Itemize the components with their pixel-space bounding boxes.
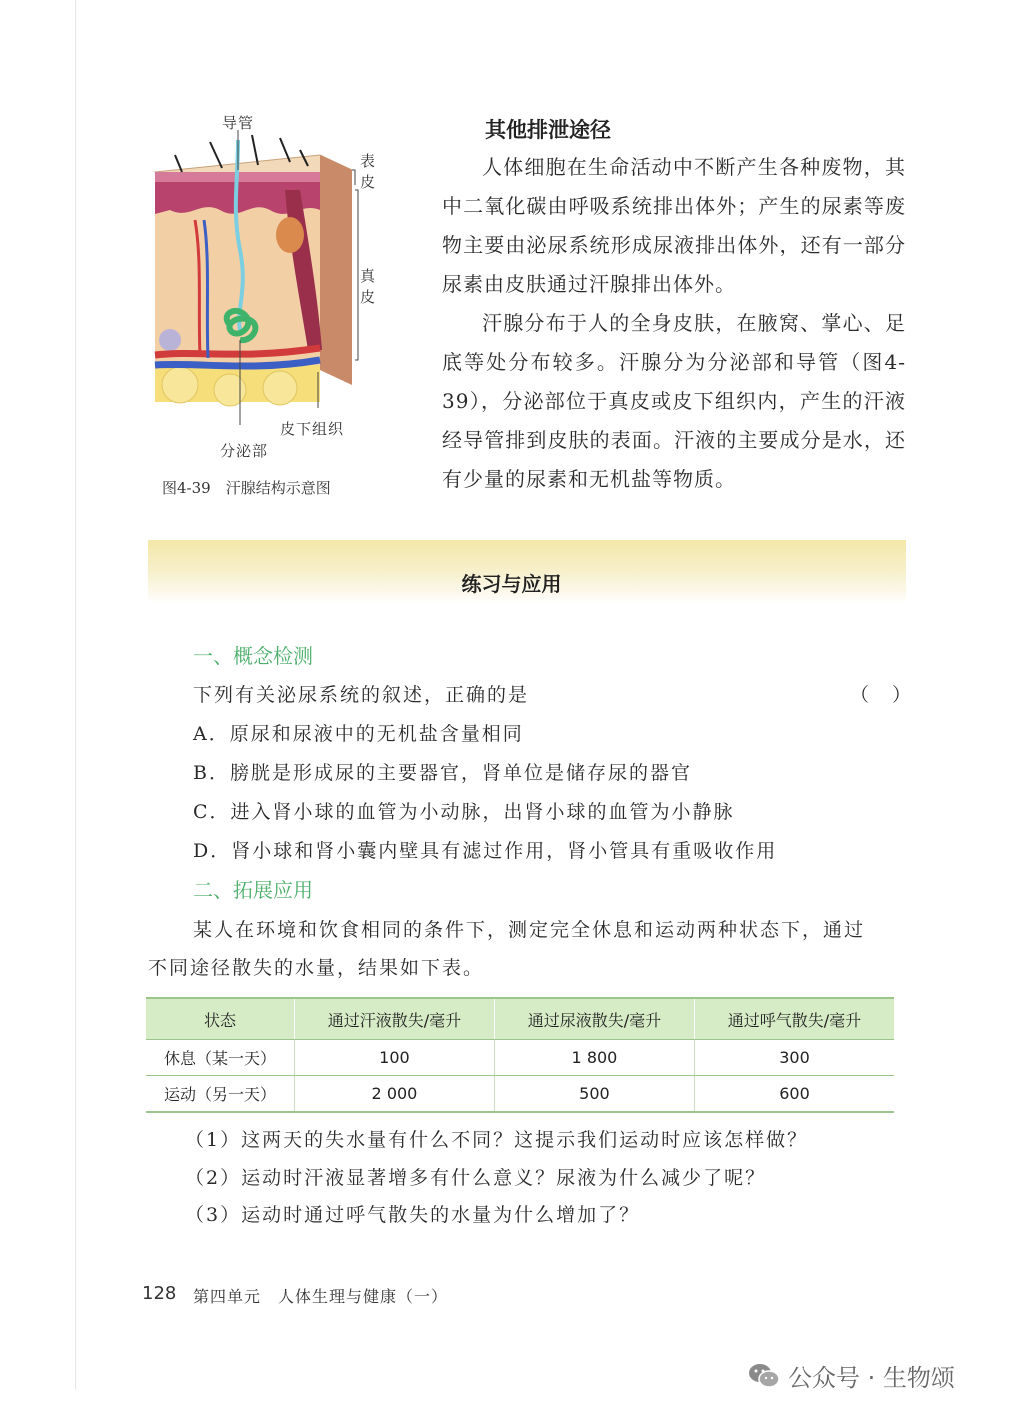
wechat-icon [748,1362,780,1390]
part2-intro-line1: 某人在环境和饮食相同的条件下，测定完全休息和运动两种状态下，通过 [193,919,866,941]
table-cell: 休息（某一天） [146,1040,294,1076]
table-header-cell: 状态 [146,998,294,1040]
sweat-gland-illustration [140,110,380,470]
part1-heading: 一、概念检测 [193,644,313,668]
option-a[interactable]: A．原尿和尿液中的无机盐含量相同 [193,723,524,745]
sweat-gland-figure [140,110,380,470]
table-cell: 300 [694,1040,894,1076]
table-cell: 1 800 [494,1040,694,1076]
table-cell: 500 [494,1076,694,1113]
table-cell: 600 [694,1076,894,1113]
section-title: 其他排泄途径 [485,118,611,142]
table-cell: 2 000 [294,1076,494,1113]
table-cell: 运动（另一天） [146,1076,294,1113]
section-paragraph: 汗腺分布于人的全身皮肤，在腋窝、掌心、足底等处分布较多。汗腺分为分泌部和导管（图4-39），分泌部位于真皮或皮下组织内，产生的汗液经导管排到皮肤的表面。汗液的主要成分是水，还有少量的尿素和无机盐等物质。 [442,311,906,491]
page-margin-line [75,0,76,1390]
section-paragraph: 人体细胞在生命活动中不断产生各种废物，其中二氧化碳由呼吸系统排出体外；产生的尿素等废物主要由泌尿系统形成尿液排出体外，还有一部分尿素由皮肤通过汗腺排出体外。 [442,155,906,296]
label-subcutaneous: 皮下组织 [280,420,345,438]
part2-heading: 二、拓展应用 [193,878,313,902]
label-secretory: 分泌部 [220,442,269,460]
table-header-cell: 通过汗液散失/毫升 [294,998,494,1040]
table-row [146,1040,894,1076]
label-epidermis: 表皮 [360,152,377,191]
table-header-cell: 通过呼气散失/毫升 [694,998,894,1040]
watermark-text: 公众号 · 生物颂 [788,1364,955,1392]
table-cell: 100 [294,1040,494,1076]
option-b[interactable]: B．膀胱是形成尿的主要器官，肾单位是储存尿的器官 [193,762,692,784]
figure-caption: 图4-39 汗腺结构示意图 [162,479,331,497]
section-body [442,148,906,499]
answer-blank[interactable]: （ ） [850,684,914,706]
water-loss-table [146,997,894,1113]
part1-question: 下列有关泌尿系统的叙述，正确的是 [193,684,530,706]
watermark [748,1358,955,1393]
label-duct: 导管 [222,114,255,132]
part2-question-2: （2）运动时汗液显著增多有什么意义？尿液为什么减少了呢？ [185,1167,767,1189]
chapter-title: 第四单元 人体生理与健康（一） [193,1287,449,1306]
table-header-row [146,998,894,1040]
part2-question-3: （3）运动时通过呼气散失的水量为什么增加了？ [185,1204,641,1226]
part2-intro-line2: 不同途径散失的水量，结果如下表。 [148,957,485,979]
table-header-cell: 通过尿液散失/毫升 [494,998,694,1040]
part2-question-1: （1）这两天的失水量有什么不同？这提示我们运动时应该怎样做？ [185,1129,809,1151]
exercise-banner-title: 练习与应用 [461,572,562,596]
option-d[interactable]: D．肾小球和肾小囊内壁具有滤过作用，肾小管具有重吸收作用 [193,840,778,862]
page-number: 128 [142,1283,177,1304]
option-c[interactable]: C．进入肾小球的血管为小动脉，出肾小球的血管为小静脉 [193,801,735,823]
label-dermis: 真皮 [360,267,377,306]
table-row [146,1076,894,1113]
